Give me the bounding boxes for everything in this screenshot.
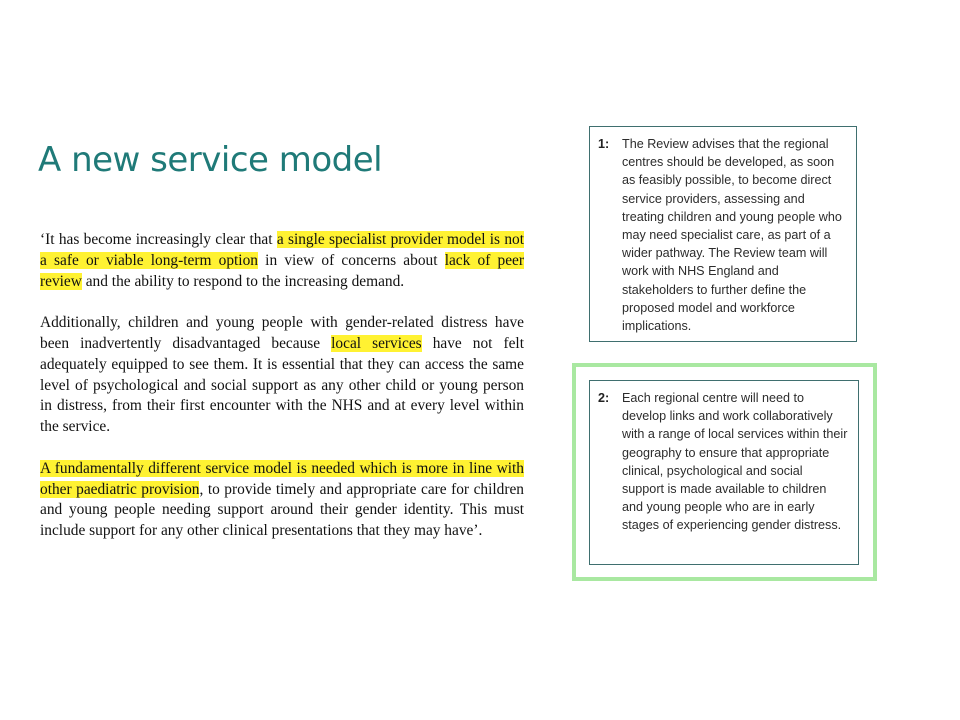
quote-text: in view of concerns about — [257, 251, 445, 269]
quote-paragraph-2 — [40, 313, 524, 438]
highlighted-text: a single specialist provider model is not a safe or viable long-term option — [40, 231, 524, 269]
quote-text: have not felt adequately equipped to see them. It is essential that they can access the same level of psychological and social support as any other child or young person in distress, from their first encounter with the NHS and at every level within the service. — [40, 334, 524, 436]
quote-text: Additionally, children and young people with gender-related distress have been inadvertently disadvantaged because — [40, 314, 524, 352]
quote-body — [40, 230, 524, 563]
slide-title: A new service model — [38, 140, 383, 180]
recommendation-box-2 — [589, 380, 859, 565]
recommendation-number: 2: — [598, 391, 610, 405]
recommendation-text: The Review advises that the regional centres should be developed, as soon as feasibly possible, to become direct service providers, assessing and treating children and young people who may need specialist care, as part of a wider pathway. The Review team will work with NHS England and stakeholders to further define the proposed model and workforce implications. — [622, 137, 842, 334]
recommendation-text: Each regional centre will need to develop links and work collaboratively with a range of local services within their geography to ensure that appropriate clinical, psychological and social support is made available to children and young people who are in early stages of experiencing gender distress. — [622, 391, 848, 533]
quote-paragraph-1 — [40, 230, 524, 292]
highlighted-text: lack of peer review — [40, 251, 524, 290]
quote-paragraph-3 — [40, 459, 524, 542]
quote-text: ‘It has become increasingly clear that — [40, 231, 277, 248]
quote-text: , to provide timely and appropriate care for children and young people needing support around their gender identity. This must include support for any other clinical presentations that they may have’. — [40, 480, 524, 540]
recommendation-box-1 — [589, 126, 857, 342]
highlighted-text: local services — [331, 334, 422, 352]
quote-text: and the ability to respond to the increasing demand. — [81, 272, 405, 290]
recommendation-number: 1: — [598, 137, 610, 151]
highlighted-text: A fundamentally different service model is needed which is more in line with other paediatric provision — [40, 459, 524, 498]
